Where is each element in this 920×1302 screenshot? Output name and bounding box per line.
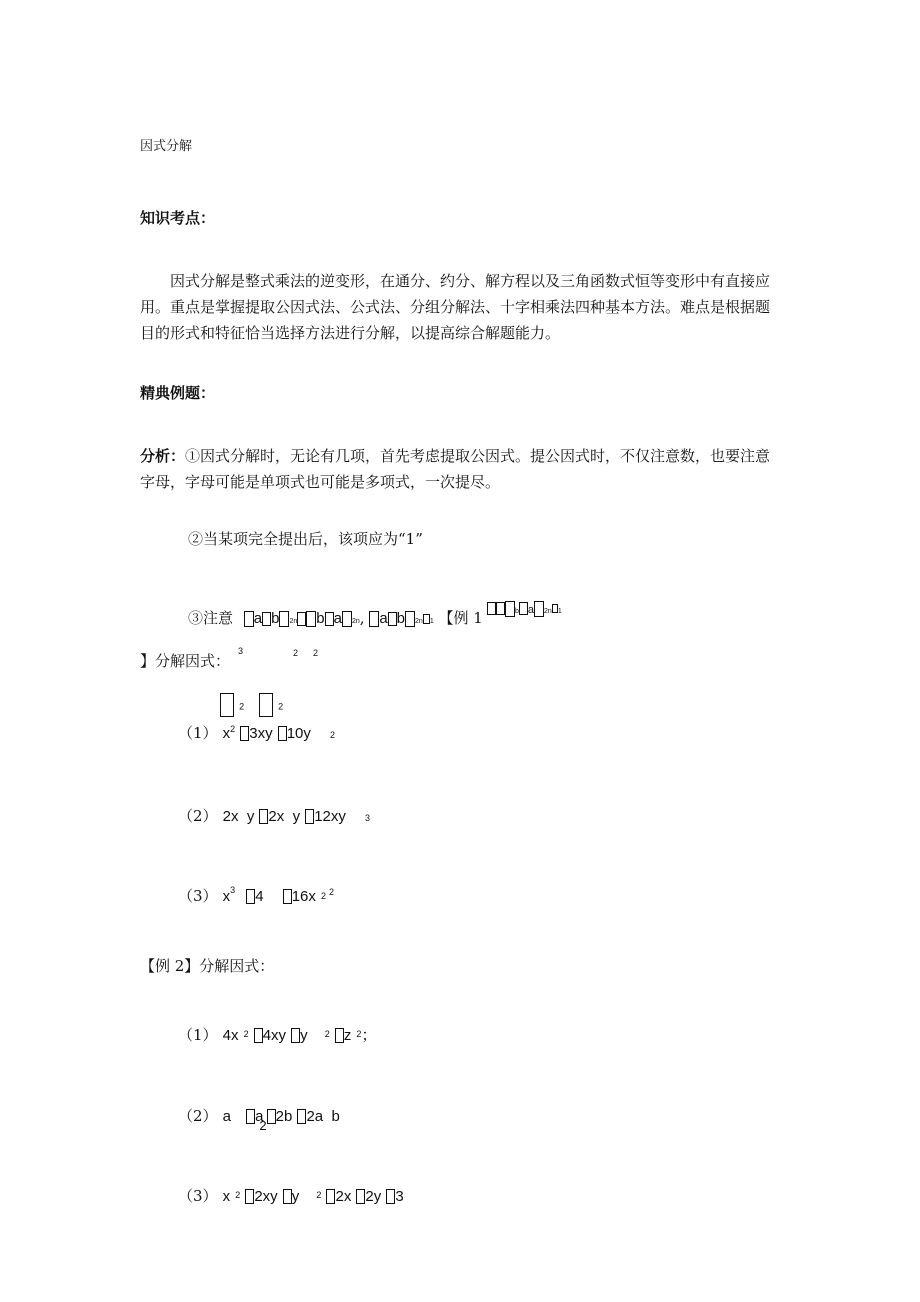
missing-glyph-box xyxy=(246,889,255,904)
formula-term: 12xy xyxy=(314,808,346,825)
missing-glyph-box xyxy=(283,889,292,904)
formula-term: a xyxy=(222,1108,231,1125)
note-exponent: 2n xyxy=(351,618,360,625)
formula-term: y xyxy=(291,1188,300,1205)
formula-term: 2xy xyxy=(254,1188,278,1205)
missing-glyph-box xyxy=(505,601,515,617)
missing-glyph-box xyxy=(244,611,254,627)
stray-exponent: 3 xyxy=(238,646,244,656)
missing-glyph-box xyxy=(306,611,316,627)
missing-glyph-box xyxy=(246,1109,255,1124)
note-exponent: 1 xyxy=(429,618,434,625)
note-var-b: b xyxy=(515,608,519,615)
example-1-item-3 xyxy=(178,885,334,906)
formula-punctuation: ； xyxy=(361,1026,377,1044)
analysis-point-2: ②当某项完全提出后，该项应为“1” xyxy=(188,530,423,548)
missing-glyph-box xyxy=(423,614,430,624)
item-number: （2） xyxy=(178,807,218,825)
example-1-label: 【例 1 xyxy=(438,609,483,627)
exponent: 2 xyxy=(259,1118,267,1133)
missing-glyph-box xyxy=(388,612,397,626)
missing-glyph-box xyxy=(279,611,289,627)
missing-glyph-box xyxy=(487,602,496,615)
stray-exponent: 2 xyxy=(313,648,319,658)
note-exponent: 2n xyxy=(289,618,298,625)
missing-glyph-box xyxy=(405,611,415,627)
formula-term: y xyxy=(300,1027,308,1044)
formula-term: 2x xyxy=(335,1188,352,1205)
example-1-prompt: 】分解因式： xyxy=(140,652,231,670)
exponent: 2 xyxy=(235,1190,241,1200)
example-2-item-2 xyxy=(178,1105,340,1133)
example-1-formula xyxy=(487,598,562,617)
item-number: （2） xyxy=(178,1107,218,1125)
exponent: 2 xyxy=(316,1190,322,1200)
exponent: 2 xyxy=(356,1029,362,1039)
item-number: （3） xyxy=(178,1187,218,1205)
example-2-item-3 xyxy=(178,1185,404,1206)
formula-term: 2b xyxy=(275,1108,293,1125)
note-var-b: b xyxy=(316,610,325,627)
analysis-point-1: ①因式分解时，无论有几项，首先考虑提取公因式。提公因式时，不仅注意数，也要注意字母，字母可能是单项式也可能是多项式，一次提尽。 xyxy=(140,447,771,491)
note-var-b: b xyxy=(271,610,280,627)
missing-glyph-box xyxy=(262,612,271,626)
missing-glyph-box xyxy=(342,611,352,627)
formula-term: 4xy xyxy=(262,1027,287,1044)
missing-glyph-box xyxy=(386,1189,395,1204)
formula-term: 2a b xyxy=(306,1108,340,1125)
example-1-item-2 xyxy=(178,805,370,826)
stray-exponent: 2 xyxy=(239,701,245,712)
formula-term: a xyxy=(255,1108,264,1125)
examples-heading: 精典例题： xyxy=(140,384,216,402)
note-exponent: 2n xyxy=(415,618,423,625)
analysis-point-3-prefix: ③注意 xyxy=(188,609,234,627)
missing-glyph-box xyxy=(240,726,249,741)
note-var-a: a xyxy=(253,610,263,627)
note-comma: , xyxy=(359,609,365,627)
missing-glyph-box xyxy=(519,602,528,615)
exponent: 2 xyxy=(320,891,326,901)
missing-glyph-box xyxy=(305,809,314,824)
missing-glyph-box xyxy=(297,612,306,626)
note-var-a: a xyxy=(333,610,342,627)
analysis-paragraph xyxy=(140,443,780,495)
missing-glyph-box xyxy=(369,611,379,627)
formula-term: 2x y xyxy=(268,808,301,825)
formula-term: 2x y xyxy=(222,808,255,825)
document-title: 因式分解 xyxy=(140,139,193,154)
knowledge-points-heading: 知识考点： xyxy=(140,209,216,227)
formula-term: 2y xyxy=(365,1188,382,1205)
note-exponent: 2n xyxy=(544,608,552,615)
note-var-a: a xyxy=(379,610,388,627)
exponent: 2 xyxy=(328,887,334,897)
note-exponent: 1 xyxy=(557,608,562,615)
example-2-item-1 xyxy=(178,1024,376,1045)
missing-glyph-box xyxy=(283,1189,292,1204)
formula-term: x xyxy=(222,725,231,742)
missing-glyph-box xyxy=(254,1028,263,1043)
missing-glyph-box xyxy=(534,601,544,617)
missing-glyph-box xyxy=(245,1189,254,1204)
missing-glyph-box xyxy=(335,1028,344,1043)
missing-glyph-box xyxy=(496,602,505,615)
item-number: （1） xyxy=(178,1026,218,1044)
formula-term: 16x xyxy=(291,888,316,905)
stray-exponent: 2 xyxy=(278,701,284,712)
formula-term: 3xy xyxy=(249,725,273,742)
exponent: 3 xyxy=(230,885,236,895)
exponent: 2 xyxy=(329,730,335,740)
analysis-label: 分析： xyxy=(140,447,186,465)
missing-glyph-box xyxy=(259,693,273,717)
item-number: （1） xyxy=(178,724,218,742)
formula-term: x xyxy=(222,1188,231,1205)
formula-term: 3 xyxy=(395,1188,404,1205)
note-var-a: a xyxy=(527,604,535,616)
note-var-b: b xyxy=(396,610,406,627)
exponent: 2 xyxy=(324,1029,330,1039)
analysis-point-3 xyxy=(188,607,483,628)
exponent: 2 xyxy=(243,1029,249,1039)
knowledge-points-body: 因式分解是整式乘法的逆变形，在通分、约分、解方程以及三角函数式恒等变形中有直接应用。重点是掌握提取公因式法、公式法、分组分解法、十字相乘法四种基本方法。难点是根据题目的形式和特征恰当选择方法进行分解，以提高综合解题能力。 xyxy=(140,272,771,342)
missing-glyph-box xyxy=(325,612,334,626)
bracket-glyph-group xyxy=(220,693,244,717)
missing-glyph-box xyxy=(267,1109,276,1124)
formula-term: x xyxy=(222,888,231,905)
missing-glyph-box xyxy=(291,1028,300,1043)
bracket-glyph-group xyxy=(259,693,283,717)
formula-term: 4 xyxy=(255,888,264,905)
example-1-item-1 xyxy=(178,722,335,743)
exponent: 3 xyxy=(364,813,370,823)
missing-glyph-box xyxy=(220,693,234,717)
item-number: （3） xyxy=(178,887,218,905)
formula-term: 4x xyxy=(222,1027,239,1044)
example-2-label: 【例 2】分解因式： xyxy=(140,957,275,975)
formula-term: 10y xyxy=(286,725,311,742)
stray-exponent: 2 xyxy=(293,648,299,658)
formula-term: z xyxy=(343,1027,352,1044)
exponent: 2 xyxy=(230,724,236,734)
missing-glyph-box xyxy=(278,726,287,741)
